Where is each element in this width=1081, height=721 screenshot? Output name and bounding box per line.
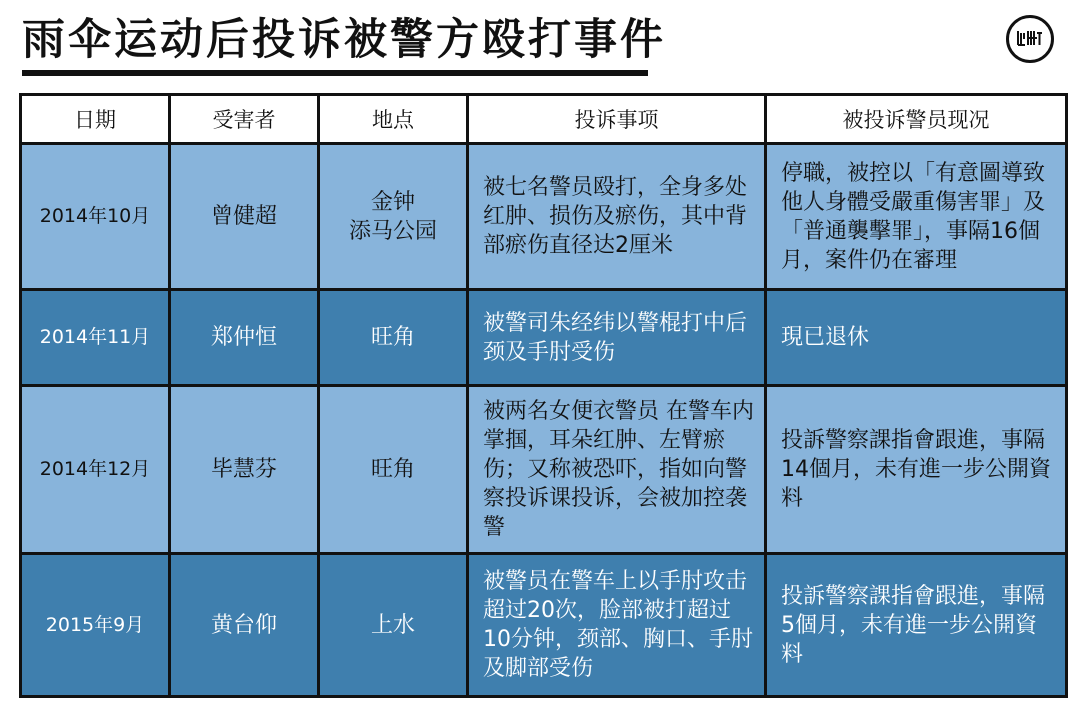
cell-victim: 黄台仰 xyxy=(170,554,319,697)
table-row xyxy=(21,386,1067,554)
header-status: 被投诉警员现况 xyxy=(766,95,1067,144)
header-location: 地点 xyxy=(319,95,468,144)
header-date: 日期 xyxy=(21,95,170,144)
cell-location: 旺角 xyxy=(319,290,468,386)
cell-status: 停職，被控以「有意圖導致他人身體受嚴重傷害罪」及「普通襲擊罪」，事隔16個月，案件仍在審理 xyxy=(766,144,1067,290)
cell-status: 投訴警察課指會跟進，事隔14個月，未有進一步公開資料 xyxy=(766,386,1067,554)
cell-status: 現已退休 xyxy=(766,290,1067,386)
cell-complaint: 被七名警员殴打，全身多处红肿、损伤及瘀伤，其中背部瘀伤直径达2厘米 xyxy=(468,144,766,290)
cell-date: 2014年12月 xyxy=(21,386,170,554)
cell-location: 金钟 添马公园 xyxy=(319,144,468,290)
cell-date: 2014年11月 xyxy=(21,290,170,386)
header-victim: 受害者 xyxy=(170,95,319,144)
cell-victim: 毕慧芬 xyxy=(170,386,319,554)
cell-complaint: 被警员在警车上以手肘攻击超过20次，脸部被打超过10分钟，颈部、胸口、手肘及脚部受伤 xyxy=(468,554,766,697)
header-complaint: 投诉事项 xyxy=(468,95,766,144)
table-row xyxy=(21,290,1067,386)
cell-victim: 曾健超 xyxy=(170,144,319,290)
table-header-row xyxy=(21,95,1067,144)
title-underline xyxy=(22,70,648,76)
cell-date: 2015年9月 xyxy=(21,554,170,697)
initium-logo-icon xyxy=(1006,15,1054,63)
cell-complaint: 被警司朱经纬以警棍打中后颈及手肘受伤 xyxy=(468,290,766,386)
table-row xyxy=(21,144,1067,290)
cell-status: 投訴警察課指會跟進，事隔5個月，未有進一步公開資料 xyxy=(766,554,1067,697)
table-row xyxy=(21,554,1067,697)
cell-location: 上水 xyxy=(319,554,468,697)
cell-location: 旺角 xyxy=(319,386,468,554)
cell-complaint: 被两名女便衣警员 在警车内掌掴，耳朵红肿、左臂瘀伤；又称被恐吓，指如向警察投诉课投诉，会被加控袭警 xyxy=(468,386,766,554)
complaints-table xyxy=(19,93,1068,698)
cell-victim: 郑仲恒 xyxy=(170,290,319,386)
page-title: 雨伞运动后投诉被警方殴打事件 xyxy=(22,15,666,65)
cell-date: 2014年10月 xyxy=(21,144,170,290)
